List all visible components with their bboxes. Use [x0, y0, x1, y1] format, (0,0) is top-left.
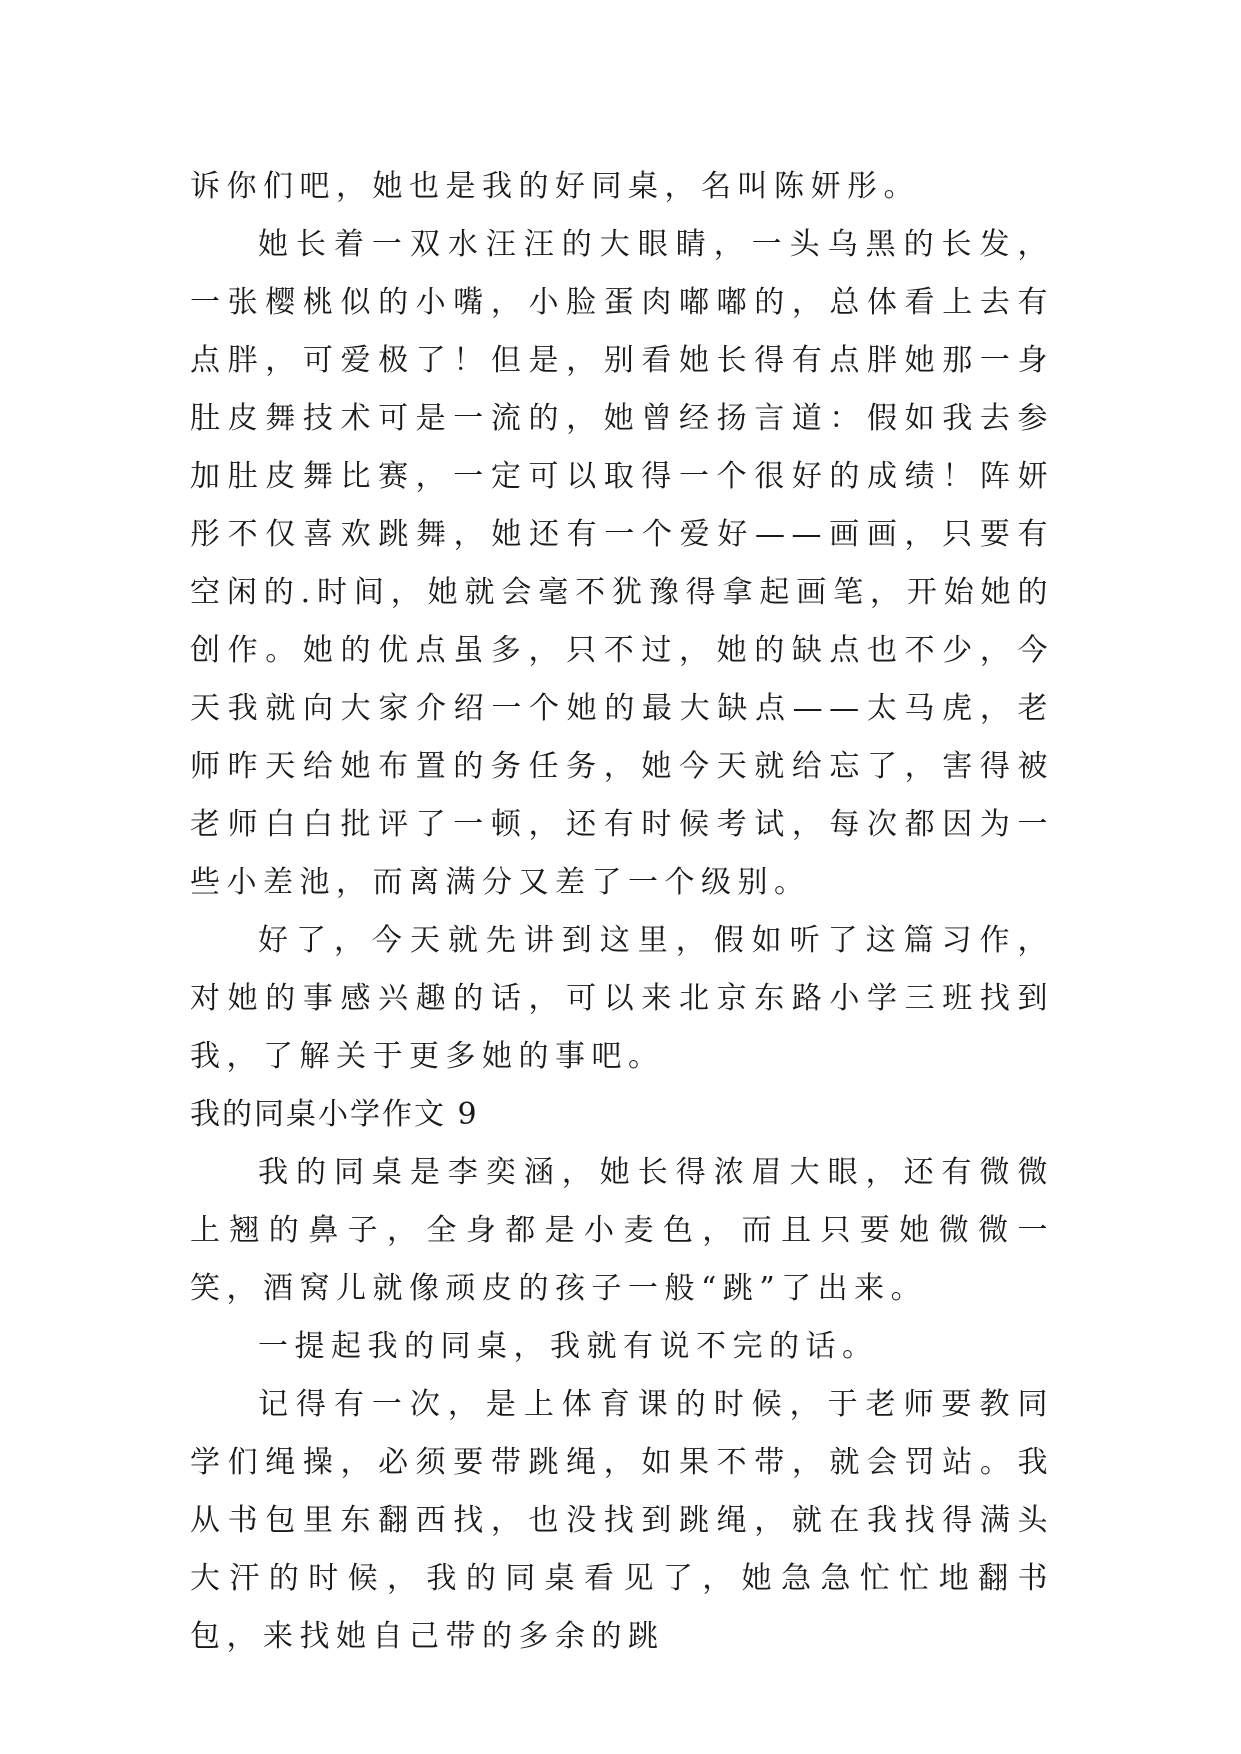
- paragraph-intro: 我的同桌是李奕涵，她长得浓眉大眼，还有微微上翘的鼻子，全身都是小麦色，而且只要她微微一笑，酒窝儿就像顽皮的孩子一般“跳”了出来。: [190, 1155, 1054, 1306]
- paragraph-continuation: 诉你们吧，她也是我的好同桌，名叫陈妍彤。: [190, 169, 920, 204]
- paragraph-short: 一提起我的同桌，我就有说不完的话。: [258, 1329, 879, 1364]
- essay-heading: 我的同桌小学作文 9: [190, 1097, 479, 1132]
- paragraph-description: 她长着一双水汪汪的大眼睛，一头乌黑的长发，一张樱桃似的小嘴，小脸蛋肉嘟嘟的，总体看上去有点胖，可爱极了！但是，别看她长得有点胖她那一身肚皮舞技术可是一流的，她曾经扬言道：假如我去参加肚皮舞比赛，一定可以取得一个很好的成绩！阵妍彤不仅喜欢跳舞，她还有一个爱好——画画，只要有空闲的.时间，她就会毫不犹豫得拿起画笔，开始她的创作。她的优点虽多，只不过，她的缺点也不少，今天我就向大家介绍一个她的最大缺点——太马虎，老师昨天给她布置的务任务，她今天就给忘了，害得被老师白白批评了一顿，还有时候考试，每次都因为一些小差池，而离满分又差了一个级别。: [190, 227, 1054, 900]
- document-page: [190, 158, 1054, 1666]
- paragraph-closing: 好了，今天就先讲到这里，假如听了这篇习作，对她的事感兴趣的话，可以来北京东路小学三班找到我，了解关于更多她的事吧。: [190, 923, 1054, 1074]
- paragraph-story: 记得有一次，是上体育课的时候，于老师要教同学们绳操，必须要带跳绳，如果不带，就会罚站。我从书包里东翻西找，也没找到跳绳，就在我找得满头大汗的时候，我的同桌看见了，她急急忙忙地翻书包，来找她自己带的多余的跳: [190, 1387, 1054, 1654]
